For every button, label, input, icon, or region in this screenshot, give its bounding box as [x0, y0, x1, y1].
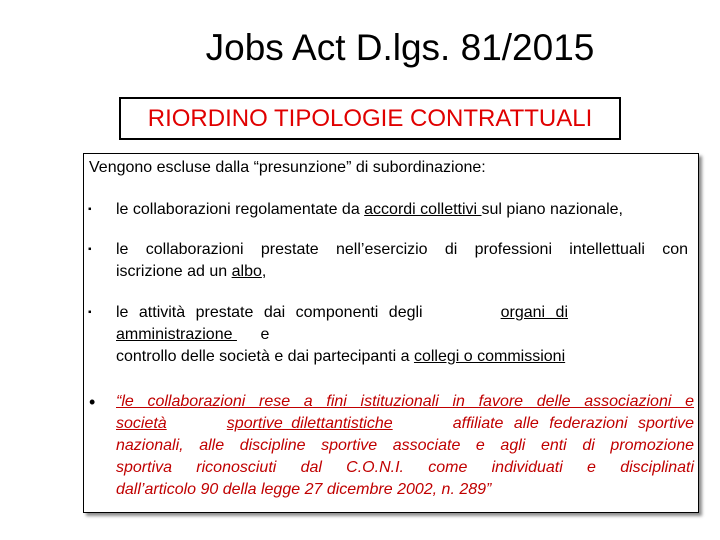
item-4-line-4: sportiva riconosciuti dal C.O.N.I. come individuati e disciplinati	[116, 459, 694, 476]
item-3-part-a: le attività prestate dai componenti degli	[116, 304, 423, 321]
item-4-line-2	[116, 414, 694, 434]
square-bullet-2: ▪	[88, 244, 92, 255]
item-3-part-controllo: controllo delle società e dai partecipanti a	[116, 348, 414, 365]
item-4-line-5: dall’articolo 90 della legge 27 dicembre 2002, n. 289”	[116, 481, 492, 498]
item-4-underlined-sportive: sportive dilettantistiche	[226, 415, 393, 432]
item-1-part-c: sul piano nazionale,	[481, 201, 623, 218]
item-3-underlined-organi: organi di	[500, 304, 568, 321]
item-3-line-1	[116, 303, 568, 323]
round-bullet-4: •	[89, 392, 96, 412]
page-title: Jobs Act D.lgs. 81/2015	[205, 27, 595, 68]
item-2-line-1: le collaborazioni prestate nell’esercizio di professioni intellettuali con	[116, 241, 688, 258]
item-4-part-affiliate: affiliate alle federazioni sportive	[452, 415, 694, 432]
item-3-underlined-amministrazione: amministrazione	[116, 326, 233, 343]
intro-text: Vengono escluse dalla “presunzione” di subordinazione:	[89, 159, 486, 176]
item-3-line-3	[116, 347, 565, 367]
item-2-part-c: ,	[261, 263, 267, 280]
item-2-underlined: albo	[231, 263, 262, 280]
subtitle-box	[119, 97, 621, 140]
item-4-line-1: “le collaborazioni rese a fini istituzionali in favore delle associazioni e	[116, 393, 694, 410]
square-bullet-1: ▪	[88, 204, 92, 215]
item-2-line-2	[116, 262, 266, 282]
item-3-part-e: e	[260, 326, 270, 343]
subtitle-text: RIORDINO TIPOLOGIE CONTRATTUALI	[147, 104, 593, 132]
square-bullet-3: ▪	[88, 307, 92, 318]
item-1-text	[116, 200, 623, 220]
item-1-part-a: le collaborazioni regolamentate da	[116, 201, 365, 218]
item-3-underline-gap	[232, 325, 260, 345]
item-1-underlined: accordi collettivi	[364, 201, 482, 218]
item-4-line-3: nazionali, alle discipline sportive associate e agli enti di promozione	[116, 437, 694, 454]
item-3-underlined-collegi: collegi o commissioni	[413, 348, 566, 365]
item-2-part-a: iscrizione ad un	[116, 263, 232, 280]
item-3-line-2	[116, 325, 269, 345]
item-4-underlined-societa: società	[116, 415, 167, 432]
